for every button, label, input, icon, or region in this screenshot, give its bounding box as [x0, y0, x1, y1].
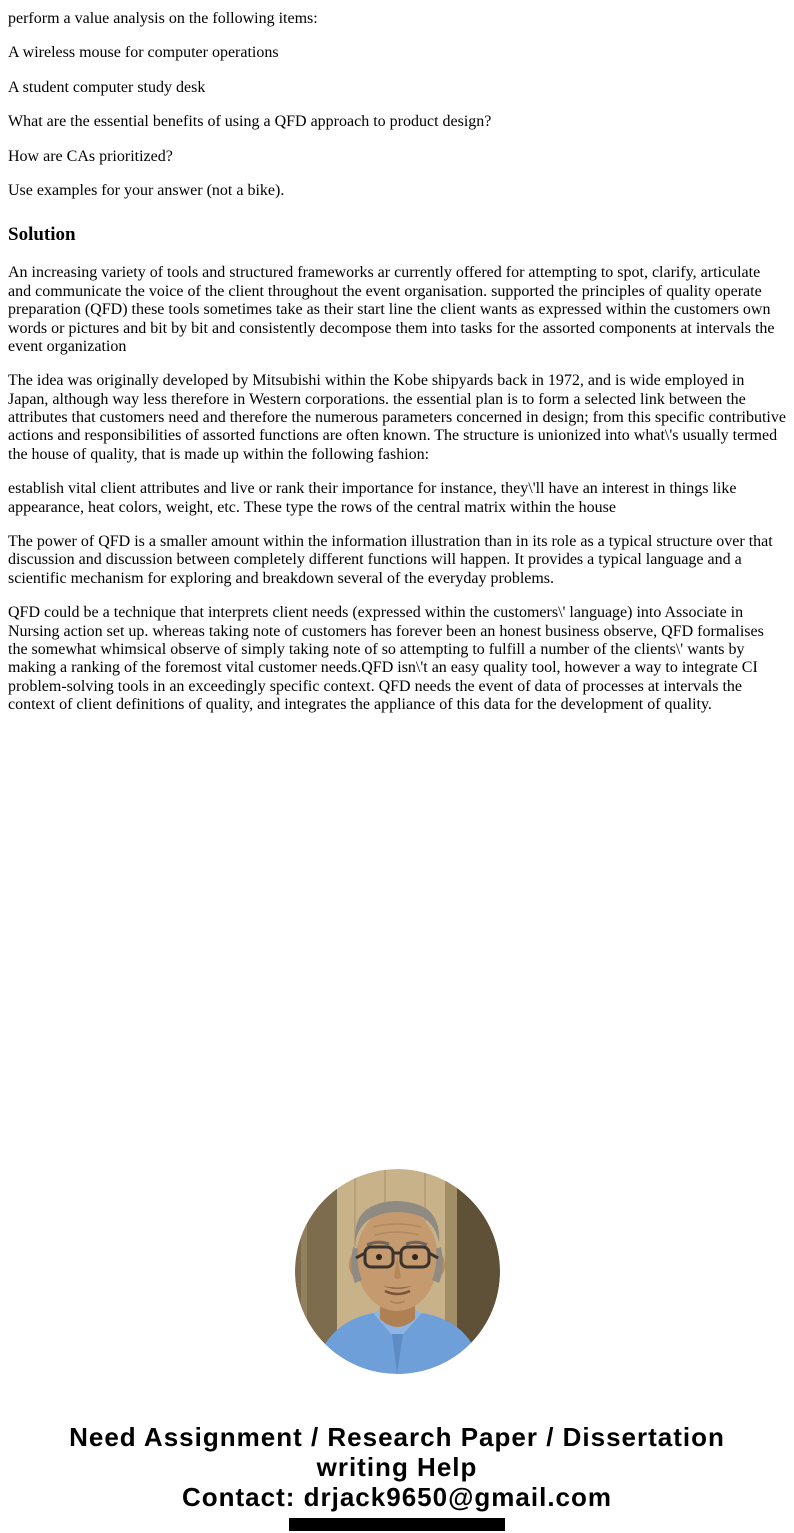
tutor-avatar — [295, 1169, 500, 1374]
promo-heading-line: Need Assignment / Research Paper / Dissertation — [69, 1421, 725, 1452]
promo-heading-line: writing Help — [316, 1451, 478, 1482]
solution-paragraph: QFD could be a technique that interprets client needs (expressed within the customers\' language) into Associate in Nursing action set up. whereas taking note of customers has forever been an honest business observe, QFD formalises the somewhat whimsical observe of simply taking note of so attempting to fulfill a number of the clients\' wants by making a ranking of the foremost vital customer needs.QFD isn\'t an easy quality tool, however a way to integrate CI problem-solving tools in an exceedingly specific context. QFD needs the event of data of processes at intervals the context of client definitions of quality, and integrates the appliance of this data for the development of quality. — [8, 604, 764, 714]
promo-contact: Contact: drjack9650@gmail.com — [181, 1481, 613, 1512]
solution-paragraph: An increasing variety of tools and structured frameworks ar currently offered for attempting to spot, clarify, articulate and communicate the voice of the client throughout the event organisation. supported the principles of quality operate preparation (QFD) these tools sometimes take as their start line the client wants as expressed within the customers own words or pictures and bit by bit and consistently decompose them into tasks for the assorted components at intervals the event organization — [8, 264, 775, 355]
question-section — [8, 10, 786, 200]
document-page — [0, 10, 794, 1533]
solution-heading: Solution — [8, 224, 76, 246]
question-line: A student computer study desk — [8, 78, 206, 96]
question-line: A wireless mouse for computer operations — [8, 44, 279, 62]
question-line: Use examples for your answer (not a bike). — [8, 181, 285, 199]
solution-paragraph: establish vital client attributes and live or rank their importance for instance, they\'ll have an interest in things like appearance, heat colors, weight, etc. These type the rows of the central matrix within the house — [8, 480, 737, 516]
solution-section — [8, 264, 786, 714]
footer-promo — [8, 1422, 786, 1512]
question-line: How are CAs prioritized? — [8, 147, 173, 165]
solution-paragraph: The power of QFD is a smaller amount within the information illustration than in its role as a typical structure over that discussion and discussion between completely different functions will happen. It provides a typical language and a scientific mechanism for exploring and breakdown several of the everyday problems. — [8, 533, 773, 587]
video-strip — [289, 1518, 505, 1531]
solution-paragraph: The idea was originally developed by Mitsubishi within the Kobe shipyards back in 1972, and is wide employed in Japan, although way less therefore in Western corporations. the essential plan is to form a selected link between the attributes that customers need and therefore the numerous parameters concerned in design; from this specific contributive actions and responsibilities of assorted functions are often known. The structure is unionized into what\'s usually termed the house of quality, that is made up within the following fashion: — [8, 372, 786, 463]
question-line: perform a value analysis on the following items: — [8, 10, 318, 27]
tutor-photo — [295, 1169, 500, 1374]
question-line: What are the essential benefits of using a QFD approach to product design? — [8, 113, 492, 131]
